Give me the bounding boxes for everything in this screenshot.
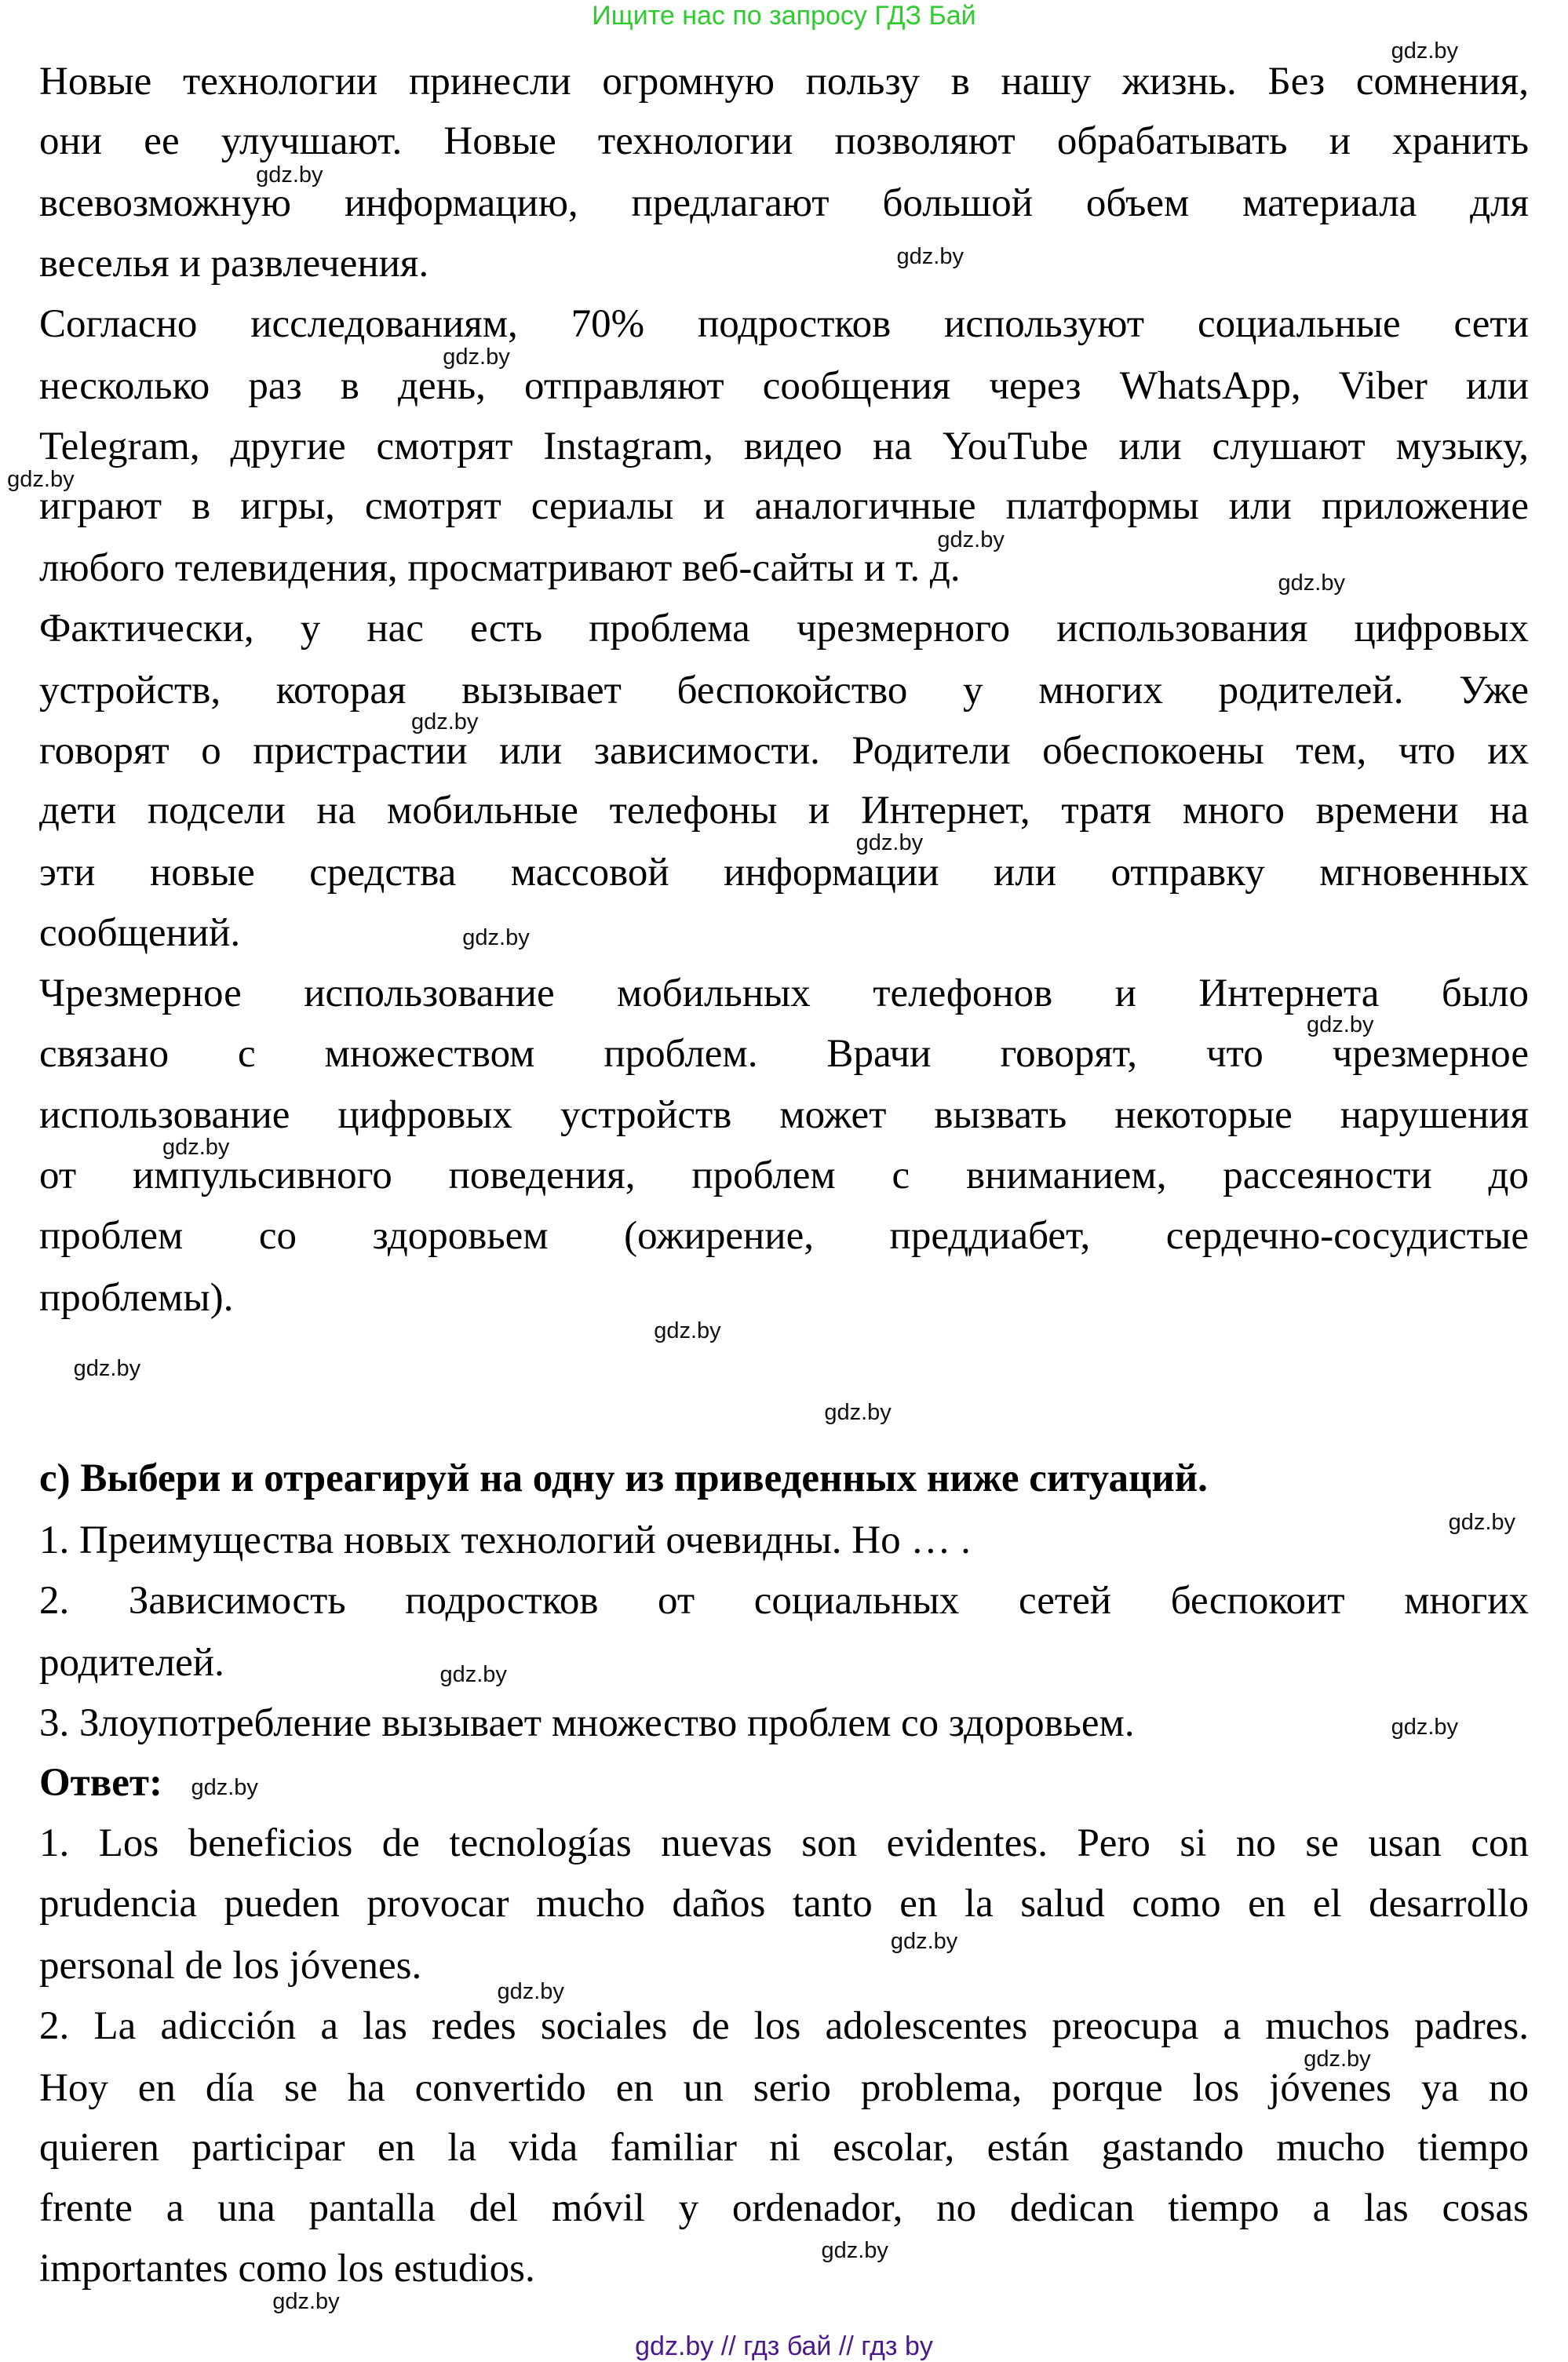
watermark: gdz.by	[73, 1356, 141, 1382]
text-line: использование цифровых устройств может вызвать некоторые нарушения	[39, 1093, 1529, 1138]
text-line: эти новые средства массовой информации или отправку мгновенных	[39, 851, 1529, 895]
text-line: устройств, которая вызывает беспокойство у многих родителей. Уже	[39, 668, 1529, 713]
text-line: Telegram, другие смотрят Instagram, видео на YouTube или слушают музыку,	[39, 424, 1529, 468]
watermark: gdz.by	[497, 1978, 564, 2004]
watermark: gdz.by	[821, 2238, 888, 2264]
watermark: gdz.by	[937, 527, 1005, 552]
text-line: дети подсели на мобильные телефоны и Интернет, тратя много времени на	[39, 789, 1529, 833]
watermark: gdz.by	[439, 1662, 507, 1688]
heading-line: Ответ:	[39, 1761, 162, 1806]
heading-line: c) Выбери и отреагируй на одну из приведенных ниже ситуаций.	[39, 1456, 1208, 1501]
text-line: personal de los jóvenes.	[39, 1943, 422, 1988]
text-line: prudencia pueden provocar mucho daños tanto en la salud como en el desarrollo	[39, 1882, 1529, 1926]
footer-links[interactable]: gdz.by // гдз бай // гдз by	[635, 2331, 933, 2361]
text-line: говорят о пристрастии или зависимости. Родители обеспокоены тем, что их	[39, 728, 1529, 773]
watermark: gdz.by	[1448, 1510, 1516, 1536]
watermark: gdz.by	[162, 1134, 230, 1160]
text-line: Согласно исследованиям, 70% подростков используют социальные сети	[39, 301, 1529, 346]
text-line: всевозможную информацию, предлагают большой объем материала для	[39, 181, 1529, 226]
text-line: играют в игры, смотрят сериалы и аналогичные платформы или приложение	[39, 484, 1529, 529]
text-line: любого телевидения, просматривают веб-сайты и т. д.	[39, 546, 961, 591]
watermark: gdz.by	[1391, 38, 1459, 64]
text-line: Новые технологии принесли огромную пользу в нашу жизнь. Без сомнения,	[39, 59, 1529, 104]
text-line: несколько раз в день, отправляют сообщения через WhatsApp, Viber или	[39, 363, 1529, 408]
text-line: родителей.	[39, 1640, 224, 1685]
watermark: gdz.by	[1304, 2047, 1371, 2072]
watermark: gdz.by	[272, 2289, 340, 2315]
text-line: 2. La adicción a las redes sociales de los adolescentes preocupa a muchos padres.	[39, 2003, 1529, 2048]
text-line: 3. Злоупотребление вызывает множество проблем со здоровьем.	[39, 1700, 1135, 1745]
text-line: importantes como los estudios.	[39, 2247, 535, 2291]
text-line: 1. Los beneficios de tecnologías nuevas son evidentes. Pero si no se usan con	[39, 1821, 1529, 1866]
watermark: gdz.by	[896, 243, 964, 269]
watermark: gdz.by	[191, 1775, 258, 1801]
text-line: Hoy en día se ha convertido en un serio problema, porque los jóvenes ya no	[39, 2065, 1529, 2110]
text-line: Чрезмерное использование мобильных телефонов и Интернета было	[39, 971, 1529, 1015]
watermark: gdz.by	[654, 1318, 721, 1344]
text-line: frente a una pantalla del móvil y ordenador, no dedican tiempo a las cosas	[39, 2186, 1529, 2231]
search-banner: Ищите нас по запросу ГДЗ Бай	[592, 1, 976, 31]
text-line: 2. Зависимость подростков от социальных сетей беспокоит многих	[39, 1579, 1529, 1624]
text-line: 1. Преимущества новых технологий очевидны. Но … .	[39, 1518, 971, 1563]
watermark: gdz.by	[7, 466, 75, 492]
text-line: они ее улучшают. Новые технологии позволяют обрабатывать и хранить	[39, 119, 1529, 164]
watermark: gdz.by	[824, 1399, 892, 1425]
watermark: gdz.by	[443, 344, 510, 370]
text-line: связано с множеством проблем. Врачи говорят, что чрезмерное	[39, 1031, 1529, 1076]
watermark: gdz.by	[1278, 570, 1345, 596]
text-line: проблемы).	[39, 1275, 234, 1320]
watermark: gdz.by	[890, 1929, 958, 1955]
watermark: gdz.by	[256, 162, 323, 188]
text-line: Фактически, у нас есть проблема чрезмерного использования цифровых	[39, 606, 1529, 651]
text-line: quieren participar en la vida familiar ni escolar, están gastando mucho tiempo	[39, 2126, 1529, 2171]
watermark: gdz.by	[1391, 1715, 1459, 1741]
text-line: проблем со здоровьем (ожирение, преддиабет, сердечно-сосудистые	[39, 1214, 1529, 1259]
watermark: gdz.by	[855, 829, 924, 855]
watermark: gdz.by	[462, 924, 530, 950]
watermark: gdz.by	[1307, 1012, 1374, 1038]
text-line: веселья и развлечения.	[39, 242, 429, 286]
text-line: сообщений.	[39, 911, 241, 956]
text-line: от импульсивного поведения, проблем с вниманием, рассеяности до	[39, 1154, 1529, 1198]
watermark: gdz.by	[410, 709, 479, 735]
